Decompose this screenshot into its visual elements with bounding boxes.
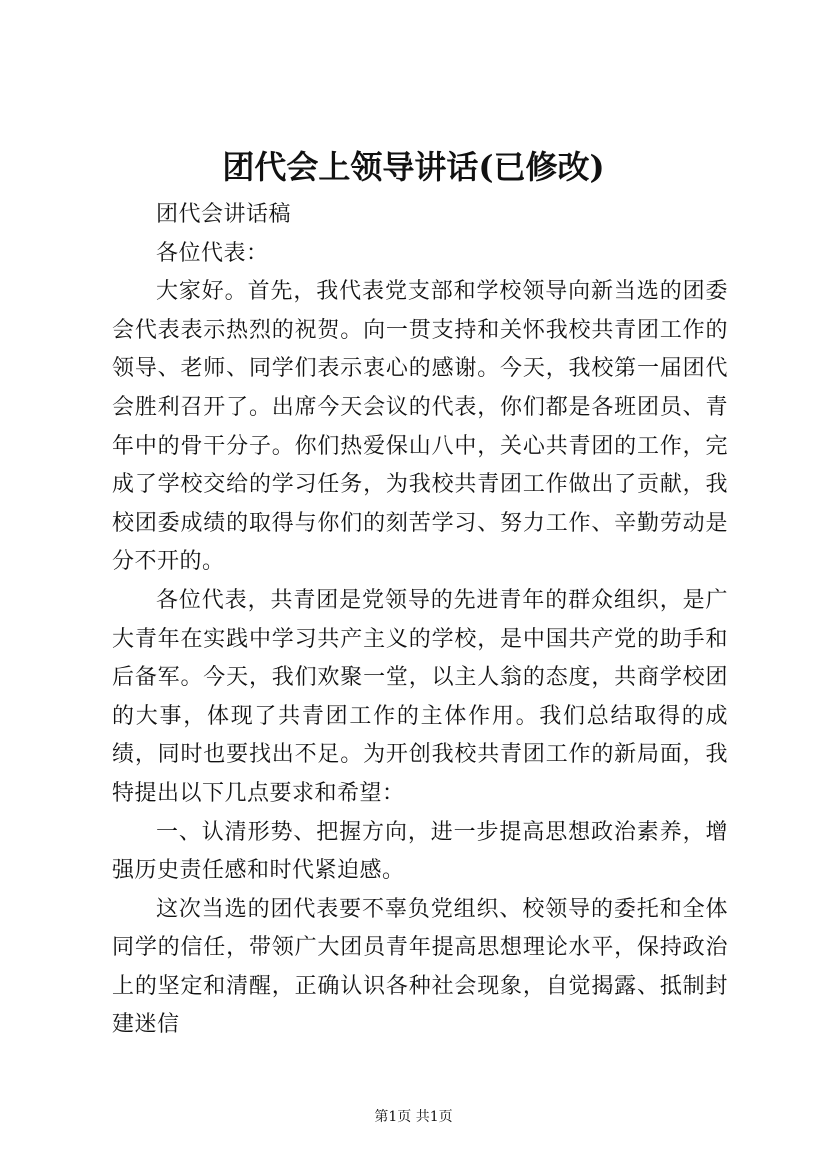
page-number-footer: 第1页 共1页 [374, 1109, 453, 1125]
paragraph: 大家好。首先，我代表党支部和学校领导向新当选的团委会代表表示热烈的祝贺。向一贯支持和关怀我校共青团工作的领导、老师、同学们表示衷心的感谢。今天，我校第一届团代会胜利召开了。出席今天会议的代表，你们都是各班团员、青年中的骨干分子。你们热爱保山八中，关心共青团的工作，完成了学校交给的学习任务，为我校共青团工作做出了贡献，我校团委成绩的取得与你们的刻苦学习、努力工作、辛勤劳动是分不开的。 [112, 279, 728, 575]
paragraph: 这次当选的团代表要不辜负党组织、校领导的委托和全体同学的信任，带领广大团员青年提高思想理论水平，保持政治上的坚定和清醒，正确认识各种社会现象，自觉揭露、抵制封建迷信 [112, 896, 728, 1038]
document-body [112, 196, 728, 1045]
document-title: 团代会上领导讲话(已修改) [222, 148, 605, 186]
paragraph: 各位代表，共青团是党领导的先进青年的群众组织，是广大青年在实践中学习共产主义的学校，是中国共产党的助手和后备军。今天，我们欢聚一堂，以主人翁的态度，共商学校团的大事，体现了共青团工作的主体作用。我们总结取得的成绩，同时也要找出不足。为开创我校共青团工作的新局面，我特提出以下几点要求和希望： [112, 587, 728, 806]
paragraph: 一、认清形势、把握方向，进一步提高思想政治素养，增强历史责任感和时代紧迫感。 [112, 819, 728, 884]
paragraph-heading: 团代会讲话稿 [156, 202, 292, 227]
paragraph-salutation: 各位代表： [156, 240, 269, 266]
